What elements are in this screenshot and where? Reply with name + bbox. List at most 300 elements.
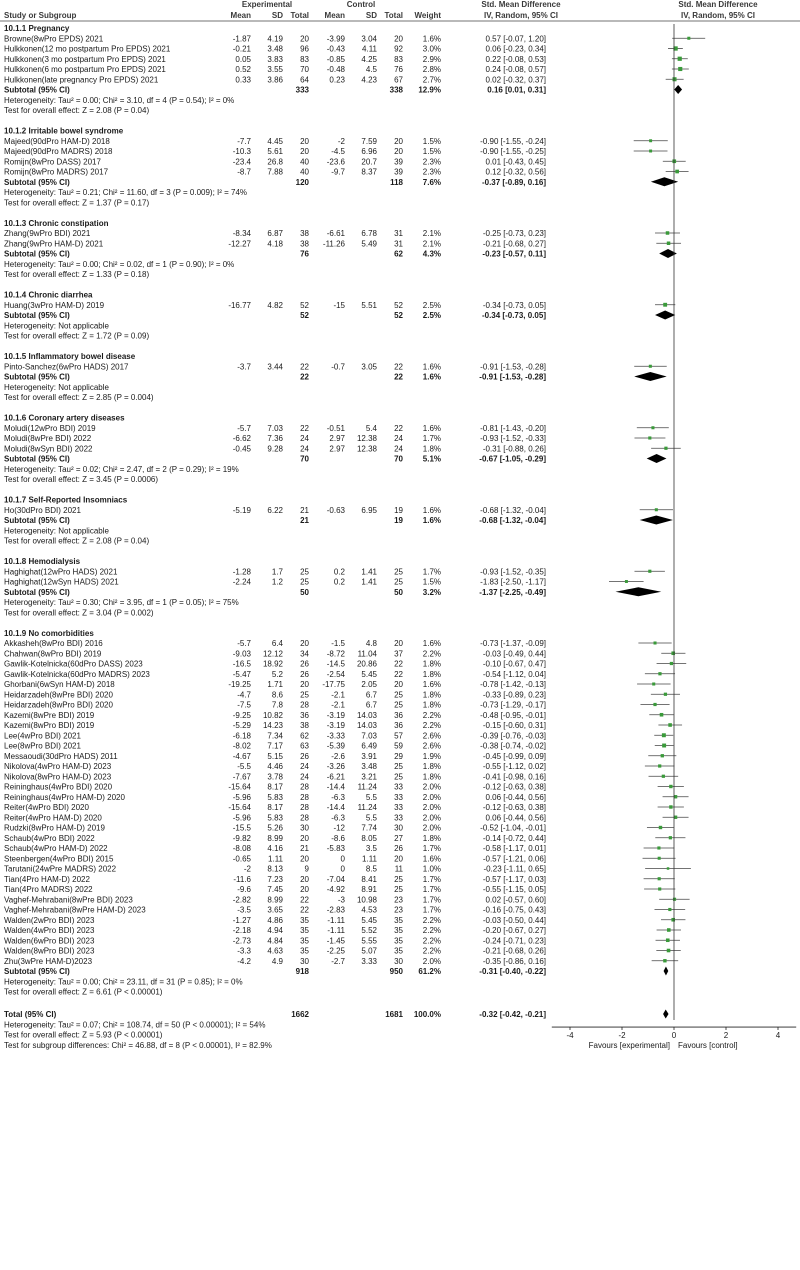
exp-mean: -12.27: [228, 239, 251, 249]
subtotal-row-ci: -0.31 [-0.40, -0.22]: [479, 967, 546, 976]
study-name: Kazemi(8wPro BDI) 2019: [4, 721, 95, 730]
ctl-total: 26: [394, 844, 403, 853]
subtotal-row-exp-total: 50: [300, 587, 309, 597]
heterogeneity-text: Heterogeneity: Tau² = 0.00; Chi² = 0.02, df = 1 (P = 0.90); I² = 0%: [4, 259, 235, 269]
exp-total: 63: [300, 741, 309, 751]
exp-sd: 9.28: [267, 444, 283, 454]
ctl-sd: 11.24: [357, 782, 377, 792]
subtotal-row-ctl-total: 338: [389, 85, 403, 95]
subtotal-row-ctl-total: 118: [390, 177, 403, 187]
exp-total: 38: [300, 721, 309, 730]
ctl-total: 36: [394, 710, 403, 720]
exp-sd: 7.23: [267, 874, 283, 884]
exp-sd: 3.65: [267, 905, 283, 915]
effect-ci: -0.23 [-1.11, 0.65]: [483, 864, 546, 874]
header-exp-mean: Mean: [230, 11, 251, 20]
ctl-total: 36: [394, 721, 403, 730]
exp-mean: -1.87: [232, 34, 251, 44]
weight: 2.0%: [422, 792, 441, 802]
favours-experimental-label: Favours [experimental]: [588, 1041, 670, 1051]
point-estimate: [668, 908, 671, 911]
effect-ci: 0.57 [-0.07, 1.20]: [485, 34, 546, 44]
effect-ci: -0.55 [-1.12, 0.02]: [482, 762, 546, 771]
exp-mean: -6.62: [232, 434, 251, 443]
subtotal-row-label: Subtotal (95% CI): [4, 177, 70, 187]
exp-total: 24: [300, 444, 309, 454]
exp-mean: -7.5: [237, 700, 251, 710]
footer-stat-2: Test for overall effect: Z = 5.93 (P < 0.00001): [4, 1030, 163, 1040]
subtotal-row-diamond: [664, 967, 669, 976]
overall-effect-text: Test for overall effect: Z = 1.72 (P = 0.09): [4, 331, 150, 341]
point-estimate: [687, 37, 690, 40]
heterogeneity-text: Heterogeneity: Tau² = 0.30; Chi² = 3.95, df = 1 (P = 0.05); I² = 75%: [4, 598, 239, 607]
header-ctl-sd: SD: [365, 11, 377, 20]
study-name: Hulkkonen(6 mo postpartum Pro EPDS) 2021: [4, 65, 166, 74]
ctl-mean: -0.48: [326, 65, 345, 74]
study-name: Zhang(9wPro BDI) 2021: [4, 229, 91, 238]
exp-total: 28: [300, 700, 309, 710]
ctl-mean: -6.61: [326, 229, 345, 238]
study-row: [4, 229, 546, 238]
subtotal-row-ctl-total: 52: [394, 311, 403, 320]
ctl-mean: -4.92: [326, 885, 345, 894]
subtotal-row-weight: 4.3%: [422, 249, 441, 259]
point-estimate: [663, 303, 667, 307]
exp-sd: 8.17: [267, 782, 283, 792]
effect-ci: -0.81 [-1.43, -0.20]: [480, 423, 546, 433]
ctl-sd: 5.45: [361, 669, 377, 679]
subtotal-row-exp-total: 21: [300, 516, 309, 525]
subtotal-row-label: Subtotal (95% CI): [4, 454, 70, 464]
point-estimate: [669, 805, 672, 808]
exp-total: 34: [300, 649, 309, 659]
study-row: [4, 578, 546, 587]
study-row: [4, 680, 546, 689]
exp-mean: -4.2: [237, 956, 251, 966]
group-title: 10.1.4 Chronic diarrhea: [4, 290, 93, 300]
subtotal-row-ci: -0.67 [-1.05, -0.29]: [479, 454, 546, 464]
ctl-total: 35: [394, 946, 403, 956]
study-name: Reininghaus(4wPro BDI) 2020: [4, 782, 113, 792]
weight: 1.7%: [422, 844, 441, 853]
effect-ci: 0.06 [-0.44, 0.56]: [485, 813, 546, 823]
subtotal-row-exp-total: 22: [300, 372, 309, 382]
subtotal-row-label: Subtotal (95% CI): [4, 587, 70, 597]
header-plot-method: IV, Random, 95% CI: [681, 11, 755, 20]
subtotal-row-ci: -0.34 [-0.73, 0.05]: [481, 311, 546, 320]
exp-total: 26: [300, 751, 309, 761]
exp-total: 26: [300, 659, 309, 669]
study-row: [4, 721, 546, 730]
ctl-total: 22: [394, 423, 403, 433]
subtotal-row-diamond: [616, 587, 662, 596]
exp-sd: 12.12: [262, 649, 283, 659]
exp-sd: 1.2: [271, 577, 283, 587]
exp-total: 35: [300, 936, 309, 946]
point-estimate: [653, 703, 656, 706]
ctl-total: 11: [394, 864, 403, 874]
ctl-mean: -6.3: [331, 792, 345, 802]
weight: 2.3%: [422, 157, 441, 167]
exp-mean: -5.96: [232, 792, 251, 802]
subtotal-row-diamond: [674, 85, 682, 94]
study-row: [4, 660, 546, 669]
ctl-mean: -2.25: [326, 946, 345, 956]
exp-sd: 8.99: [267, 895, 283, 905]
ctl-sd: 1.41: [361, 567, 377, 577]
ctl-sd: 5.45: [361, 915, 377, 925]
exp-total: 22: [300, 423, 309, 433]
study-name: Steenbergen(4wPro BDI) 2015: [4, 854, 114, 864]
point-estimate: [670, 662, 673, 665]
exp-total: 20: [300, 680, 309, 689]
header-experimental: Experimental: [241, 0, 293, 9]
ctl-total: 25: [394, 577, 403, 587]
exp-mean: -10.3: [232, 147, 251, 156]
ctl-total: 57: [394, 731, 403, 741]
ctl-mean: 0.2: [333, 577, 345, 587]
ctl-mean: -5.39: [326, 741, 345, 751]
exp-mean: -8.02: [232, 741, 251, 751]
point-estimate: [667, 867, 670, 870]
ctl-mean: -8.72: [326, 649, 345, 659]
ctl-total: 20: [394, 147, 403, 156]
effect-ci: -0.25 [-0.73, 0.23]: [482, 229, 546, 238]
ctl-mean: 0.23: [329, 75, 345, 85]
exp-mean: -3.7: [237, 362, 251, 372]
subtotal-row-weight: 61.2%: [418, 967, 441, 976]
weight: 1.7%: [422, 874, 441, 884]
exp-total: 40: [300, 157, 309, 167]
effect-ci: -0.73 [-1.29, -0.17]: [480, 700, 546, 710]
ctl-sd: 5.49: [361, 239, 377, 249]
ctl-total: 27: [394, 833, 403, 843]
study-row: [4, 55, 546, 64]
study-row: [4, 701, 546, 710]
subtotal-row-ctl-total: 19: [394, 516, 403, 525]
exp-total: 22: [300, 895, 309, 905]
study-name: Tarutani(24wPre MADRS) 2022: [4, 864, 117, 874]
header-effect-method: IV, Random, 95% CI: [484, 11, 558, 20]
exp-sd: 7.36: [267, 434, 283, 443]
exp-total: 52: [300, 300, 309, 310]
group-title: 10.1.9 No comorbidities: [4, 628, 94, 638]
weight: 2.0%: [422, 782, 441, 792]
effect-ci: -0.90 [-1.55, -0.25]: [480, 147, 546, 156]
point-estimate: [669, 785, 672, 788]
subtotal-row-diamond: [634, 372, 667, 381]
study-row: [4, 957, 546, 966]
exp-total: 35: [300, 946, 309, 956]
footer-stat-3: Test for subgroup differences: Chi² = 46.88, df = 8 (P < 0.00001), I² = 82.9%: [4, 1040, 272, 1050]
subtotal-row-weight: 12.9%: [418, 85, 441, 95]
point-estimate: [659, 826, 662, 829]
ctl-sd: 3.48: [361, 762, 377, 771]
ctl-sd: 4.5: [365, 65, 377, 74]
subtotal-row-exp-total: 70: [300, 454, 309, 464]
total-row-exp-total: 1662: [291, 1010, 309, 1020]
exp-sd: 5.15: [267, 751, 283, 761]
subtotal-row-exp-total: 333: [295, 85, 309, 95]
overall-effect-text: Test for overall effect: Z = 3.45 (P = 0.0006): [4, 475, 159, 484]
exp-mean: -5.96: [232, 813, 251, 823]
overall-effect-text: Test for overall effect: Z = 2.08 (P = 0.04): [4, 536, 150, 546]
study-name: Walden(2wPro BDI) 2023: [4, 915, 95, 925]
point-estimate: [666, 231, 669, 234]
ctl-mean: 0: [340, 864, 345, 874]
exp-mean: -3.3: [237, 946, 251, 956]
exp-mean: -5.5: [237, 762, 251, 771]
study-name: Majeed(90dPro MADRS) 2018: [4, 147, 113, 156]
weight: 1.9%: [422, 751, 441, 761]
ctl-total: 20: [394, 639, 403, 648]
ctl-total: 22: [394, 659, 403, 669]
study-name: Moludi(8wSyn BDI) 2022: [4, 444, 93, 454]
exp-total: 24: [300, 434, 309, 443]
study-name: Vaghef-Mehrabani(8wPre BDI) 2023: [4, 895, 133, 905]
ctl-mean: -1.45: [326, 936, 345, 946]
exp-total: 25: [300, 690, 309, 700]
ctl-total: 22: [394, 669, 403, 679]
study-name: Lee(8wPro BDI) 2021: [4, 741, 81, 751]
subtotal-row-ci: -0.91 [-1.53, -0.28]: [479, 372, 546, 382]
study-row: [4, 34, 546, 43]
ctl-mean: 0: [340, 854, 345, 864]
weight: 1.8%: [422, 772, 441, 782]
exp-mean: -1.28: [232, 567, 251, 577]
weight: 1.6%: [422, 680, 441, 689]
study-row: [4, 731, 546, 740]
header-ctl-total: Total: [384, 11, 403, 20]
exp-total: 21: [300, 505, 309, 515]
overall-effect-text: Test for overall effect: Z = 2.08 (P = 0.04): [4, 106, 150, 115]
study-name: Schaub(4wPro HAM-D) 2022: [4, 844, 108, 853]
weight: 1.8%: [422, 833, 441, 843]
exp-sd: 5.83: [267, 792, 283, 802]
point-estimate: [668, 723, 672, 727]
ctl-mean: -0.7: [331, 362, 345, 372]
subtotal-row-weight: 1.6%: [422, 516, 441, 525]
heterogeneity-text: Heterogeneity: Not applicable: [4, 382, 109, 392]
ctl-mean: -3.26: [326, 762, 345, 771]
ctl-mean: -1.5: [331, 639, 345, 648]
group-title: 10.1.2 Irritable bowel syndrome: [4, 126, 124, 136]
exp-mean: -11.6: [233, 874, 251, 884]
total-row-weight: 100.0%: [413, 1010, 441, 1020]
ctl-total: 67: [394, 75, 403, 85]
ctl-sd: 4.53: [361, 905, 377, 915]
weight: 2.8%: [422, 65, 441, 74]
ctl-total: 30: [394, 956, 403, 966]
point-estimate: [663, 959, 666, 962]
effect-ci: 0.02 [-0.57, 0.60]: [485, 895, 546, 905]
exp-total: 83: [300, 54, 309, 64]
plot-area: [552, 24, 796, 1050]
subtotal-row: [4, 250, 546, 259]
point-estimate: [657, 846, 660, 849]
ctl-sd: 7.59: [361, 136, 377, 146]
ctl-mean: 2.97: [329, 444, 345, 454]
effect-ci: 0.12 [-0.32, 0.56]: [485, 167, 546, 177]
group-title: 10.1.5 Inflammatory bowel disease: [4, 352, 136, 361]
study-name: Rudzki(8wPro HAM-D) 2019: [4, 823, 105, 833]
exp-total: 64: [300, 75, 309, 85]
point-estimate: [669, 836, 672, 839]
ctl-total: 20: [394, 34, 403, 44]
ctl-sd: 3.21: [361, 772, 377, 782]
study-row: [4, 762, 546, 771]
subtotal-row-ci: -0.68 [-1.32, -0.04]: [479, 516, 546, 525]
ctl-sd: 8.5: [365, 864, 377, 874]
total-row-label: Total (95% CI): [4, 1010, 57, 1020]
exp-sd: 1.11: [268, 854, 283, 864]
ctl-sd: 14.03: [356, 721, 377, 730]
weight: 2.2%: [422, 649, 441, 659]
exp-total: 96: [300, 44, 309, 54]
exp-total: 28: [300, 782, 309, 792]
exp-sd: 7.34: [267, 731, 283, 741]
effect-ci: -0.38 [-0.74, -0.02]: [480, 741, 546, 751]
weight: 2.2%: [422, 915, 441, 925]
ctl-mean: -9.7: [331, 167, 345, 177]
point-estimate: [658, 877, 661, 880]
exp-mean: -9.03: [232, 649, 251, 659]
point-estimate: [655, 508, 658, 511]
exp-mean: -15.64: [228, 782, 251, 792]
ctl-mean: -1.11: [327, 915, 345, 925]
ctl-total: 31: [394, 239, 403, 249]
x-tick-label: 4: [775, 1031, 781, 1041]
study-name: Reininghaus(4wPro HAM-D) 2020: [4, 792, 125, 802]
weight: 1.6%: [422, 505, 441, 515]
group-title: 10.1.6 Coronary artery diseases: [4, 413, 125, 423]
ctl-sd: 5.5: [365, 792, 377, 802]
ctl-sd: 6.78: [361, 229, 377, 238]
study-row: [4, 813, 546, 822]
point-estimate: [658, 887, 661, 890]
ctl-total: 25: [394, 762, 403, 771]
exp-sd: 3.86: [267, 75, 283, 85]
study-name: Kazemi(8wPre BDI) 2019: [4, 710, 95, 720]
weight: 2.1%: [422, 229, 441, 238]
exp-total: 20: [300, 639, 309, 648]
exp-mean: -16.5: [232, 659, 251, 669]
exp-total: 28: [300, 792, 309, 802]
ctl-sd: 5.55: [361, 936, 377, 946]
effect-ci: -0.12 [-0.63, 0.38]: [482, 803, 546, 812]
exp-mean: -23.4: [232, 157, 251, 167]
exp-total: 20: [300, 147, 309, 156]
point-estimate: [667, 949, 671, 953]
point-estimate: [678, 57, 682, 61]
effect-ci: -0.52 [-1.04, -0.01]: [480, 823, 546, 833]
ctl-sd: 12.38: [356, 444, 377, 454]
subtotal-row: [4, 967, 546, 976]
ctl-sd: 14.03: [356, 710, 377, 720]
exp-sd: 3.78: [267, 772, 283, 782]
exp-sd: 7.45: [267, 885, 283, 894]
exp-sd: 6.4: [271, 639, 283, 648]
ctl-total: 24: [394, 444, 403, 454]
point-estimate: [662, 775, 665, 778]
weight: 1.8%: [422, 700, 441, 710]
effect-ci: -0.03 [-0.50, 0.44]: [482, 915, 546, 925]
ctl-mean: 2.97: [329, 434, 345, 443]
exp-sd: 4.94: [267, 926, 283, 935]
ctl-sd: 6.7: [365, 700, 377, 710]
effect-ci: 0.06 [-0.44, 0.56]: [485, 792, 546, 802]
effect-ci: 0.24 [-0.08, 0.57]: [485, 65, 546, 74]
header-weight: Weight: [414, 11, 441, 20]
header-exp-total: Total: [290, 11, 309, 20]
ctl-total: 33: [394, 792, 403, 802]
exp-sd: 3.55: [267, 65, 283, 74]
ctl-sd: 5.4: [365, 423, 377, 433]
ctl-mean: -3.19: [326, 721, 345, 730]
effect-ci: -0.21 [-0.68, 0.26]: [482, 946, 546, 956]
subtotal-row-weight: 2.5%: [422, 311, 441, 320]
group-title: 10.1.7 Self-Reported Insomniacs: [4, 495, 128, 505]
subtotal-row: [4, 455, 546, 464]
study-name: Messaoudi(30dPro HADS) 2011: [4, 751, 118, 761]
exp-sd: 7.8: [271, 700, 283, 710]
exp-mean: -2.18: [232, 926, 251, 935]
ctl-sd: 3.04: [361, 34, 377, 44]
heterogeneity-text: Heterogeneity: Not applicable: [4, 321, 109, 331]
ctl-total: 29: [394, 751, 403, 761]
study-row: [4, 772, 546, 781]
study-row: [4, 239, 546, 248]
study-row: [4, 885, 546, 894]
exp-sd: 4.19: [267, 34, 283, 44]
study-name: Walden(8wPro BDI) 2023: [4, 946, 95, 956]
exp-sd: 4.18: [267, 239, 283, 249]
effect-ci: -0.45 [-0.99, 0.09]: [482, 751, 546, 761]
weight: 1.6%: [422, 362, 441, 372]
study-name: Chahwan(8wPro BDI) 2019: [4, 649, 102, 659]
effect-ci: -0.24 [-0.71, 0.23]: [482, 936, 546, 946]
x-tick-label: 0: [671, 1031, 677, 1041]
exp-sd: 18.92: [262, 659, 283, 669]
effect-ci: 0.22 [-0.08, 0.53]: [485, 54, 546, 64]
ctl-sd: 6.96: [361, 147, 377, 156]
exp-mean: 0.33: [235, 75, 251, 85]
point-estimate: [660, 713, 664, 717]
weight: 2.3%: [422, 167, 441, 177]
ctl-total: 39: [394, 157, 403, 167]
ctl-mean: -1.11: [327, 926, 345, 935]
ctl-total: 37: [394, 649, 403, 659]
exp-mean: 0.52: [235, 65, 251, 74]
study-row: [4, 670, 546, 679]
exp-mean: -16.77: [228, 300, 251, 310]
ctl-mean: -3.33: [326, 731, 345, 741]
ctl-mean: -12: [333, 823, 345, 833]
study-name: Zhu(3wPre HAM-D)2023: [4, 956, 93, 966]
exp-sd: 14.23: [262, 721, 283, 730]
exp-mean: -8.7: [237, 167, 251, 177]
exp-total: 35: [300, 926, 309, 935]
weight: 1.6%: [422, 423, 441, 433]
subtotal-row-weight: 3.2%: [422, 587, 441, 597]
study-name: Romijn(8wPro DASS) 2017: [4, 157, 101, 167]
exp-mean: -0.45: [232, 444, 251, 454]
exp-total: 9: [304, 864, 309, 874]
subtotal-row-diamond: [655, 311, 675, 320]
ctl-total: 25: [394, 772, 403, 782]
exp-mean: -9.6: [237, 885, 251, 894]
exp-sd: 10.82: [262, 710, 283, 720]
